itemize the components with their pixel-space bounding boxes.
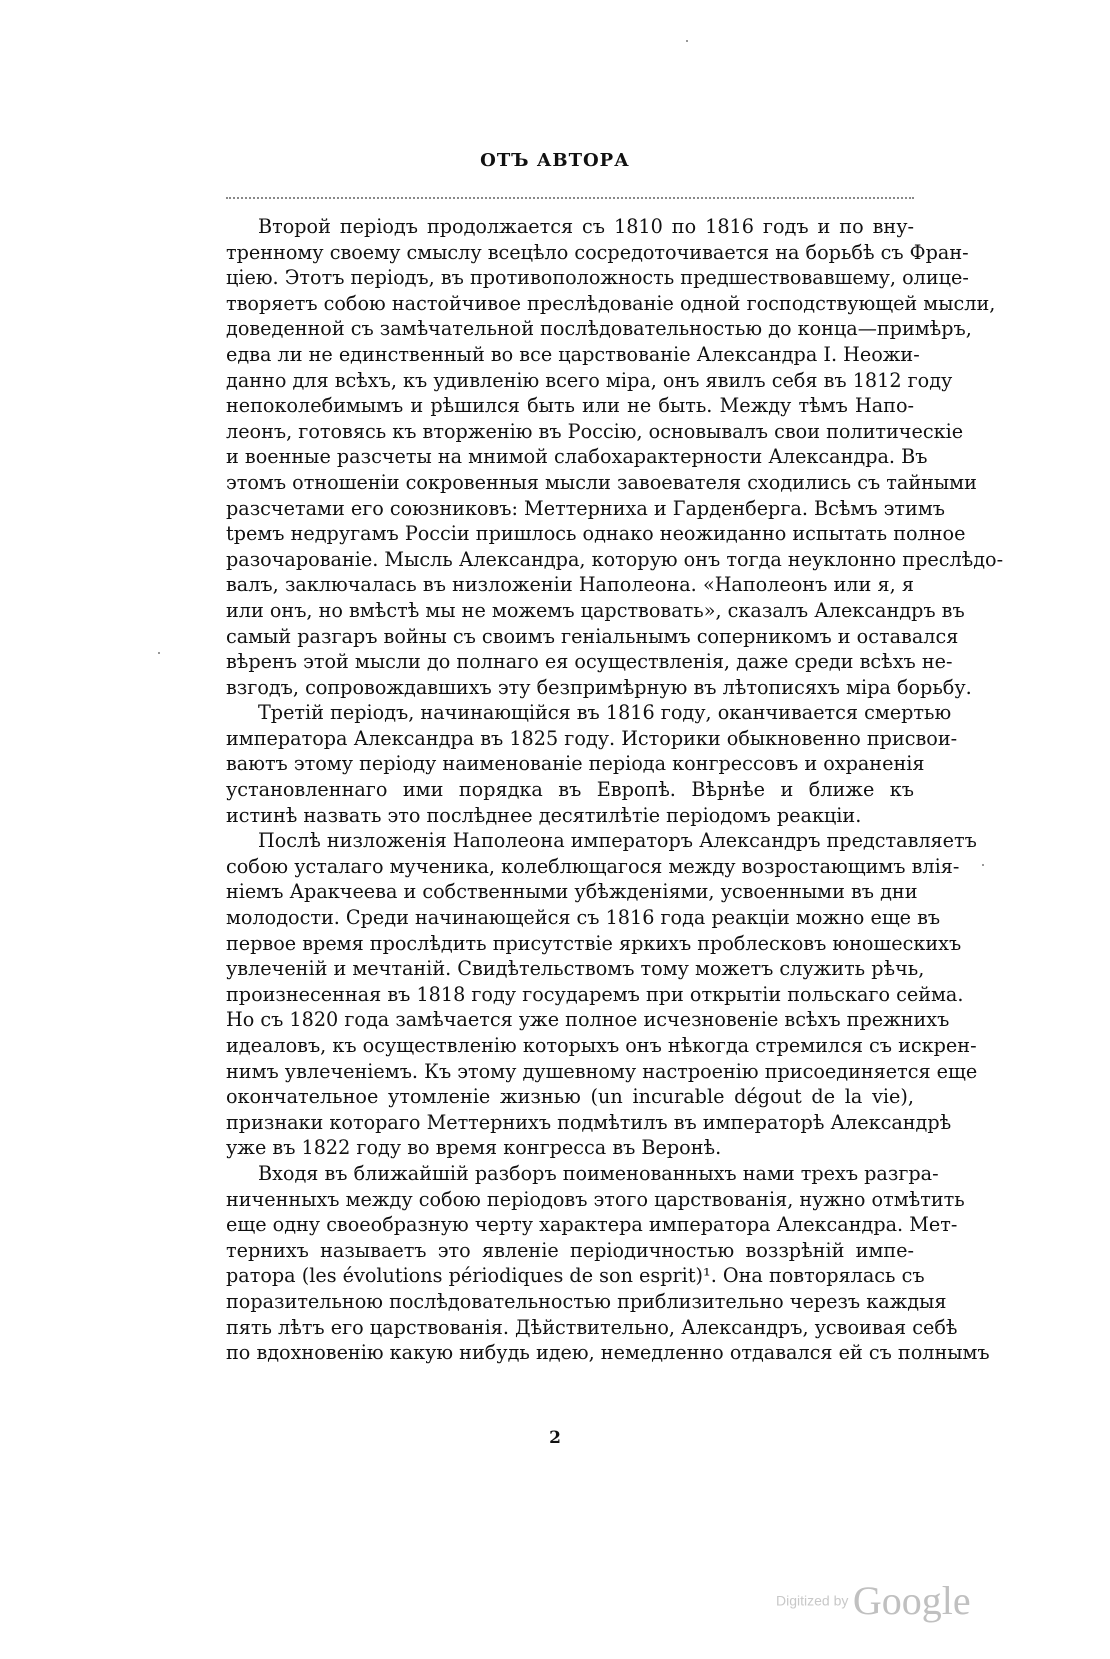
text-line: tремъ недругамъ Россіи пришлось однако неожиданно испытать полное <box>226 522 966 546</box>
text-line: нимъ увлеченіемъ. Къ этому душевному настроенію присоединяется еще <box>226 1059 978 1083</box>
text-line: разочарованіе. Мысль Александра, которую онъ тогда неуклонно преслѣдо- <box>226 547 1004 571</box>
text-line: увлеченій и мечтаній. Свидѣтельствомъ тому можетъ служить рѣчь, <box>226 957 925 981</box>
text-line: ниченныхъ между собою періодовъ этого царствованія, нужно отмѣтить <box>226 1187 965 1211</box>
text-line: леонъ, готовясь къ вторженію въ Россію, основывалъ свои политическіе <box>226 419 964 443</box>
text-line: первое время прослѣдить присутствіе яркихъ проблесковъ юношескихъ <box>226 931 962 955</box>
text-line: валъ, заключалась въ низложеніи Наполеона. «Наполеонъ или я, я <box>226 573 914 597</box>
paragraph <box>226 214 1004 700</box>
text-line: пять лѣтъ его царствованія. Дѣйствительно, Александръ, усвоивая себѣ <box>226 1315 958 1339</box>
text-line: Но съ 1820 года замѣчается уже полное исчезновеніе всѣхъ прежнихъ <box>226 1008 950 1032</box>
text-line: ратора (les évolutions périodiques de son esprit)¹. Она повторялась съ <box>226 1264 925 1288</box>
text-line: тренному своему смыслу всецѣло сосредоточивается на борьбѣ съ Фран- <box>226 240 969 264</box>
text-line: произнесенная въ 1818 году государемъ при открытіи польскаго сейма. <box>226 982 964 1006</box>
text-line: по вдохновенію какую нибудь идею, немедленно отдавался ей съ полнымъ <box>226 1341 990 1365</box>
text-line: ніемъ Аракчеева и собственными убѣжденіями, усвоенными въ дни <box>226 880 918 904</box>
text-line: уже въ 1822 году во время конгресса въ Веронѣ. <box>226 1136 722 1160</box>
text-line: доведенной съ замѣчательной послѣдовательностью до конца—примѣръ, <box>226 317 972 341</box>
text-line: вѣренъ этой мысли до полнаго ея осуществленія, даже среди всѣхъ не- <box>226 650 953 674</box>
page-title: ОТЪ АВТОРА <box>480 150 630 171</box>
text-line: Второй періодъ продолжается съ 1810 по 1816 годъ и по вну- <box>258 215 914 238</box>
paragraph <box>226 700 958 828</box>
paragraph <box>226 828 978 1161</box>
text-line: ваютъ этому періоду наименованіе періода конгрессовъ и охраненія <box>226 752 925 776</box>
text-line: идеаловъ, къ осуществленію которыхъ онъ нѣкогда стремился съ искрен- <box>226 1034 977 1057</box>
text-line: Третій періодъ, начинающійся въ 1816 году, оканчивается смертью <box>258 701 952 725</box>
text-line: поразительною послѣдовательностью приблизительно черезъ каждыя <box>226 1289 947 1313</box>
text-line: собою усталаго мученика, колеблющагося между возростающимъ влія- <box>226 854 960 878</box>
text-line: и военные разсчеты на мнимой слабохарактерности Александра. Въ <box>226 445 928 469</box>
paragraph <box>226 1161 990 1366</box>
text-line: или онъ, но вмѣстѣ мы не можемъ царствовать», сказалъ Александръ въ <box>226 598 965 622</box>
text-line: данно для всѣхъ, къ удивленію всего міра, онъ явилъ себя въ 1812 году <box>226 368 953 392</box>
text-line: творяетъ собою настойчивое преслѣдованіе одной господствующей мысли, <box>226 291 996 315</box>
text-line: Входя въ ближайшій разборъ поименованныхъ нами трехъ разгра- <box>258 1161 939 1185</box>
text-line: самый разгаръ войны съ своимъ геніальнымъ соперникомъ и оставался <box>226 624 959 648</box>
text-line: Послѣ низложенія Наполеона императоръ Александръ представляетъ <box>258 829 977 853</box>
text-line: окончательное утомленіе жизнью (un incurable dégout de la vie), <box>226 1085 914 1109</box>
text-line: взгодъ, сопровождавшихъ эту безпримѣрную въ лѣтописяхъ міра борьбу. <box>226 675 972 699</box>
digitized-label: Digitized by <box>776 1592 849 1609</box>
header-divider <box>226 197 914 199</box>
text-line: ціею. Этотъ періодъ, въ противоположность предшествовавшему, олице- <box>226 266 969 290</box>
text-line: истинѣ назвать это послѣднее десятилѣтіе періодомъ реакціи. <box>226 803 862 827</box>
scan-speck <box>686 40 688 42</box>
text-line: непоколебимымъ и рѣшился быть или не быть. Между тѣмъ Напо- <box>226 394 914 418</box>
page-number: 2 <box>549 1428 561 1448</box>
text-line: молодости. Среди начинающейся съ 1816 года реакціи можно еще въ <box>226 906 941 930</box>
text-line: установленнаго ими порядка въ Европѣ. Вѣрнѣе и ближе къ <box>226 778 914 802</box>
digitized-watermark <box>776 1577 971 1624</box>
text-line: еще одну своеобразную черту характера императора Александра. Мет- <box>226 1213 958 1237</box>
scan-speck <box>982 864 984 866</box>
text-line: признаки котораго Меттернихъ подмѣтилъ въ императорѣ Александрѣ <box>226 1110 952 1134</box>
text-line: тернихъ называетъ это явленіе періодичностью воззрѣній импе- <box>226 1238 914 1262</box>
scan-speck <box>158 652 160 654</box>
text-line: императора Александра въ 1825 году. Историки обыкновенно присвои- <box>226 726 958 750</box>
google-logo: Google <box>852 1578 971 1623</box>
text-line: едва ли не единственный во все царствованіе Александра I. Неожи- <box>226 342 920 366</box>
text-line: разсчетами его союзниковъ: Меттерниха и Гарденберга. Всѣмъ этимъ <box>226 496 945 520</box>
text-line: этомъ отношеніи сокровенныя мысли завоевателя сходились съ тайными <box>226 470 977 494</box>
body-text <box>226 214 1004 1366</box>
